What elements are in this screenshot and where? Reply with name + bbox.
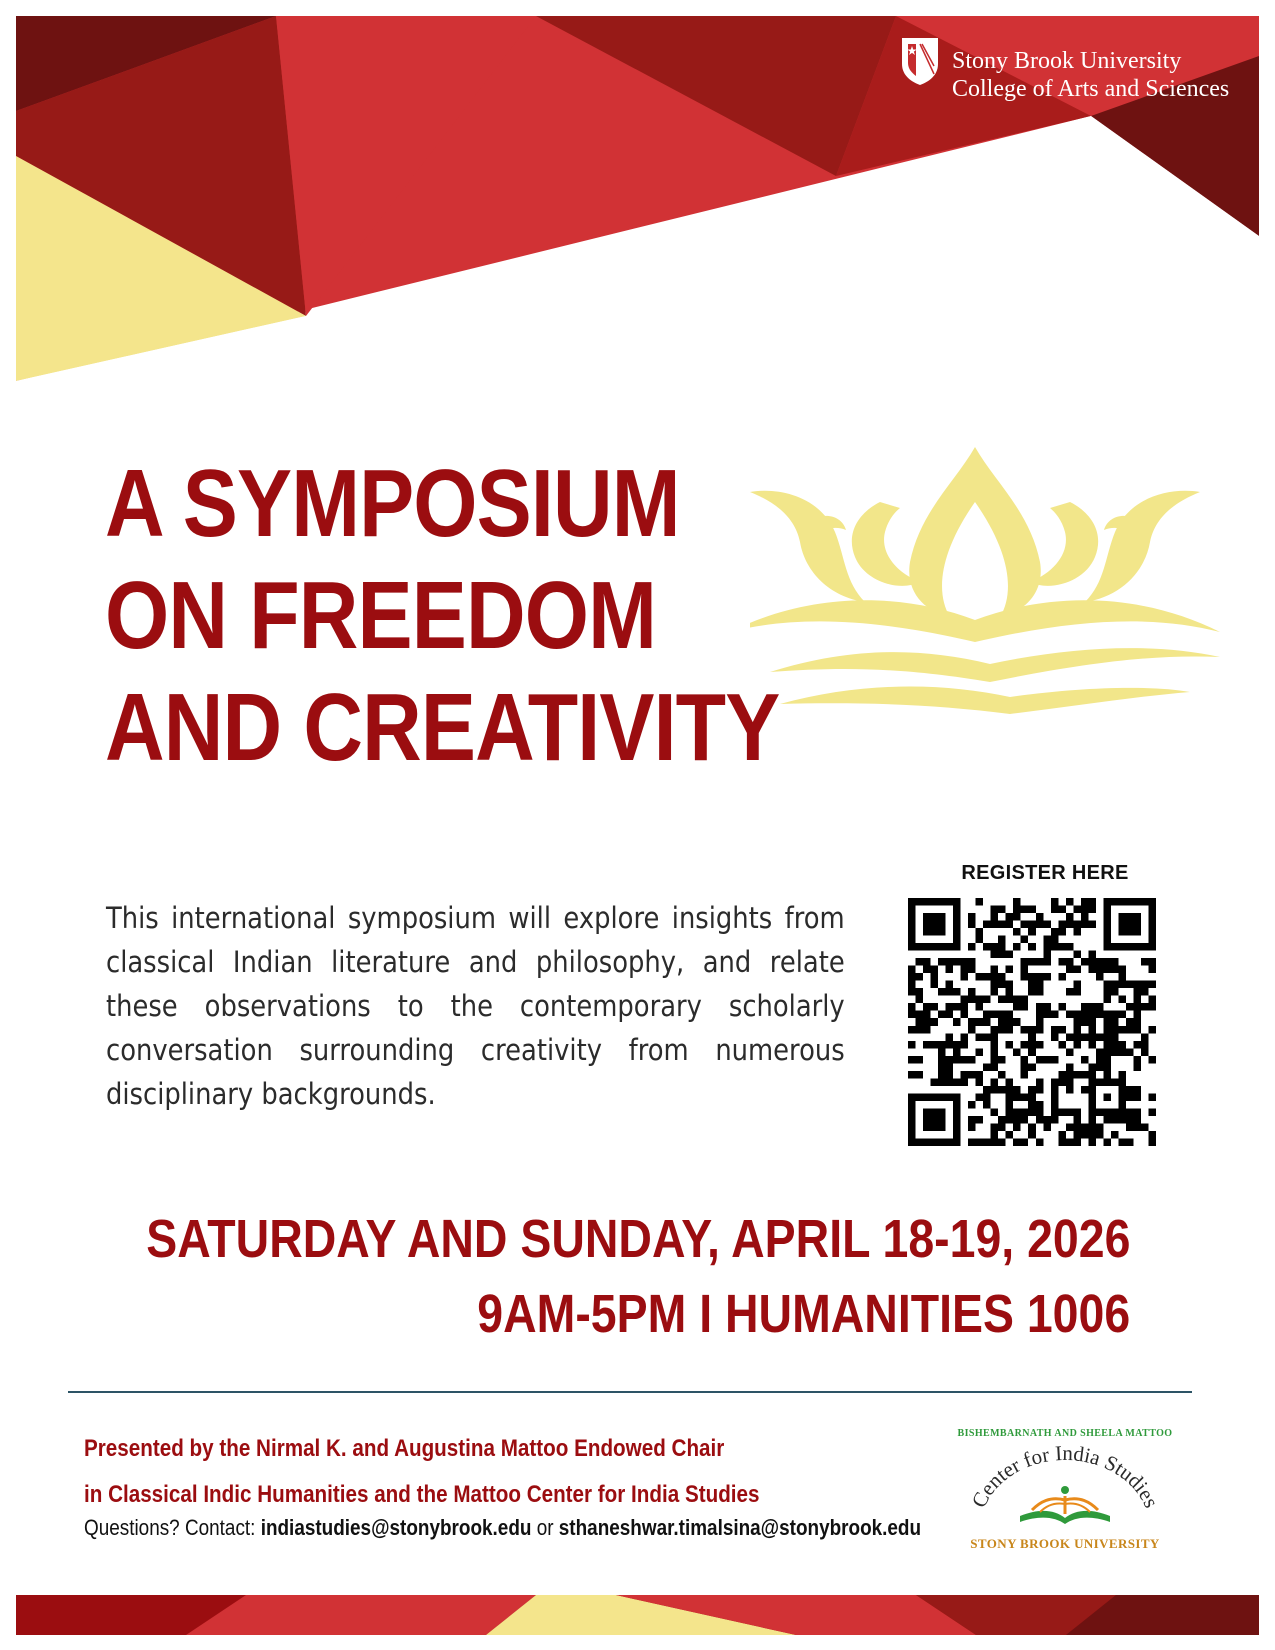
cis-top-text: BISHEMBARNATH AND SHEELA MATTOO [957,1428,1173,1439]
title-line-2: ON FREEDOM [105,562,656,669]
contact-prefix: Questions? Contact: [84,1515,261,1540]
event-date: SATURDAY AND SUNDAY, APRIL 18-19, 2026 [145,1209,1130,1269]
symposium-description: This international symposium will explore insights from classical Indian literature and philosophy, and relate these observations to the contemporary scholarly conversation surrounding creativity from numerous disciplinary backgrounds. [106,901,845,1111]
university-logo [900,36,1250,106]
cis-arc-text: Center for India Studies [966,1440,1164,1512]
university-name: Stony Brook University [952,48,1182,74]
presented-by [84,1426,760,1518]
contact-email-2[interactable]: sthaneshwar.timalsina@stonybrook.edu [558,1515,922,1540]
title-line-3: AND CREATIVITY [105,674,780,781]
open-book-icon [950,1438,1180,1538]
contact-or: or [531,1515,559,1540]
college-name: College of Arts and Sciences [952,76,1230,102]
center-for-india-studies-logo [950,1424,1180,1554]
footer-divider [68,1391,1192,1393]
bottom-geometric-banner [16,1595,1259,1635]
contact-email-1[interactable]: indiastudies@stonybrook.edu [260,1515,532,1540]
title-line-1: A SYMPOSIUM [105,450,680,557]
contact-line [84,1514,921,1542]
lotus-icon [750,442,1230,782]
page-title [105,448,779,784]
shield-logo-icon [900,36,940,86]
registration-qr-code[interactable] [908,898,1156,1146]
presented-line-1: Presented by the Nirmal K. and Augustina Mattoo Endowed Chair [84,1435,725,1462]
register-label: REGISTER HERE [961,862,1129,884]
cis-bottom-text: STONY BROOK UNIVERSITY [970,1536,1160,1551]
presented-line-2: in Classical Indic Humanities and the Mattoo Center for India Studies [84,1481,760,1508]
event-time-location: 9AM-5PM I HUMANITIES 1006 [477,1284,1130,1344]
